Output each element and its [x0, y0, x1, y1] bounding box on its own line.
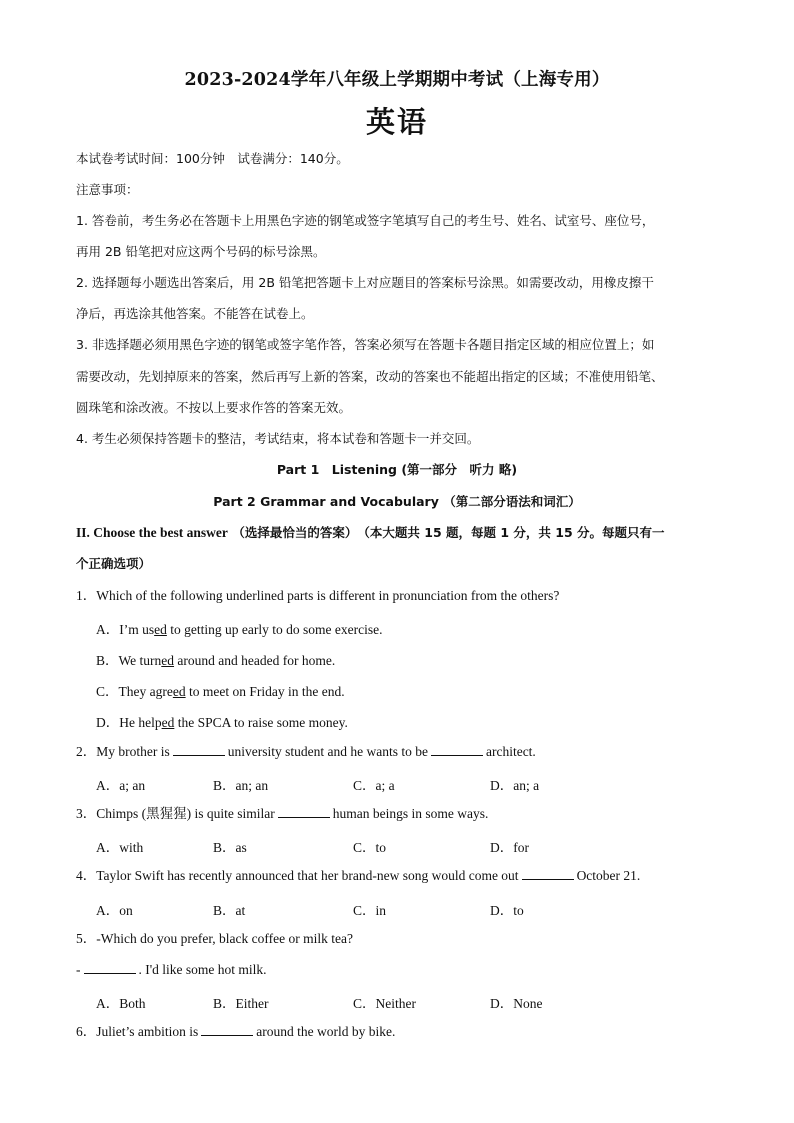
subject-title: 英语: [365, 105, 428, 139]
section-heading-en: II. Choose the best answer: [76, 525, 228, 540]
notice-line: 3. 非选择题必须用黑色字迹的钢笔或签字笔作答，答案必须写在答题卡各题目指定区域的相应位置上；如: [76, 337, 655, 352]
notice-line: 需要改动，先划掉原来的答案，然后再写上新的答案，改动的答案也不能超出指定的区域；不准使用铅笔、: [76, 369, 664, 384]
answer-blank: [278, 806, 330, 818]
q2-option-c: C．a; a: [353, 778, 395, 793]
question-5-stem: 5．-Which do you prefer, black coffee or milk tea?: [76, 931, 353, 946]
question-4-stem: 4．Taylor Swift has recently announced that her brand-new song would come out October 21.: [76, 868, 641, 883]
answer-blank: [522, 868, 574, 880]
section-heading-cn: （选择最恰当的答案） （本大题共 15 题，每题 1 分，共 15 分。每题只有一: [232, 525, 665, 540]
answer-blank: [431, 744, 483, 756]
notice-heading: 注意事项：: [76, 182, 139, 197]
q2-option-b: B．an; an: [213, 778, 269, 793]
notice-line: 再用 2B 铅笔把对应这两个号码的标号涂黑。: [76, 244, 326, 259]
q3-option-c: C．to: [353, 840, 387, 855]
part2-heading: Part 2 Grammar and Vocabulary （第二部分语法和词汇）: [213, 494, 581, 509]
q1-option-c: C．They agreed to meet on Friday in the end.: [96, 684, 345, 699]
question-5-reply: - . I'd like some hot milk.: [76, 962, 267, 977]
question-3-stem: 3．Chimps (黑猩猩) is quite similar human beings in some ways.: [76, 806, 489, 821]
part1-heading: Part 1 Listening (第一部分 听力 略): [276, 462, 518, 477]
q3-option-a: A．with: [96, 840, 144, 855]
notice-line: 1. 答卷前，考生务必在答题卡上用黑色字迹的钢笔或签字笔填写自己的考生号、姓名、试室号、座位号，: [76, 213, 655, 228]
question-2-stem: 2．My brother is university student and he wants to be architect.: [76, 744, 536, 759]
q5-option-b: B．Either: [213, 996, 269, 1011]
q2-option-a: A．a; an: [96, 778, 146, 793]
q5-option-c: C．Neither: [353, 996, 416, 1011]
question-6-stem: 6．Juliet’s ambition is around the world by bike.: [76, 1024, 396, 1039]
q4-option-b: B．at: [213, 903, 246, 918]
notice-line: 净后，再选涂其他答案。不能答在试卷上。: [76, 306, 314, 321]
q2-option-d: D．an; a: [490, 778, 540, 793]
q3-option-b: B．as: [213, 840, 247, 855]
exam-title: 2023-2024学年八年级上学期期中考试（上海专用）: [184, 70, 610, 90]
answer-blank: [173, 744, 225, 756]
q1-option-d: D．He helped the SPCA to raise some money.: [96, 715, 348, 730]
answer-blank: [84, 962, 136, 974]
question-1-stem: 1．Which of the following underlined parts is different in pronunciation from the others?: [76, 588, 560, 603]
q4-option-a: A．on: [96, 903, 133, 918]
section-heading-cont: 个正确选项）: [76, 556, 152, 571]
q3-option-d: D．for: [490, 840, 529, 855]
section-heading: [76, 524, 734, 543]
notice-line: 2. 选择题每小题选出答案后，用 2B 铅笔把答题卡上对应题目的答案标号涂黑。如需要改动，用橡皮擦干: [76, 275, 654, 290]
q1-option-a: A．I’m used to getting up early to do some exercise.: [96, 622, 383, 637]
notice-line: 4. 考生必须保持答题卡的整洁，考试结束，将本试卷和答题卡一并交回。: [76, 431, 480, 446]
notice-line: 圆珠笔和涂改液。不按以上要求作答的答案无效。: [76, 400, 352, 415]
q5-option-a: A．Both: [96, 996, 146, 1011]
q5-option-d: D．None: [490, 996, 543, 1011]
q4-option-c: C．in: [353, 903, 387, 918]
answer-blank: [201, 1024, 253, 1036]
q1-option-b: B．We turned around and headed for home.: [96, 653, 336, 668]
q4-option-d: D．to: [490, 903, 524, 918]
exam-info: 本试卷考试时间：100分钟 试卷满分：140分。: [76, 151, 349, 166]
